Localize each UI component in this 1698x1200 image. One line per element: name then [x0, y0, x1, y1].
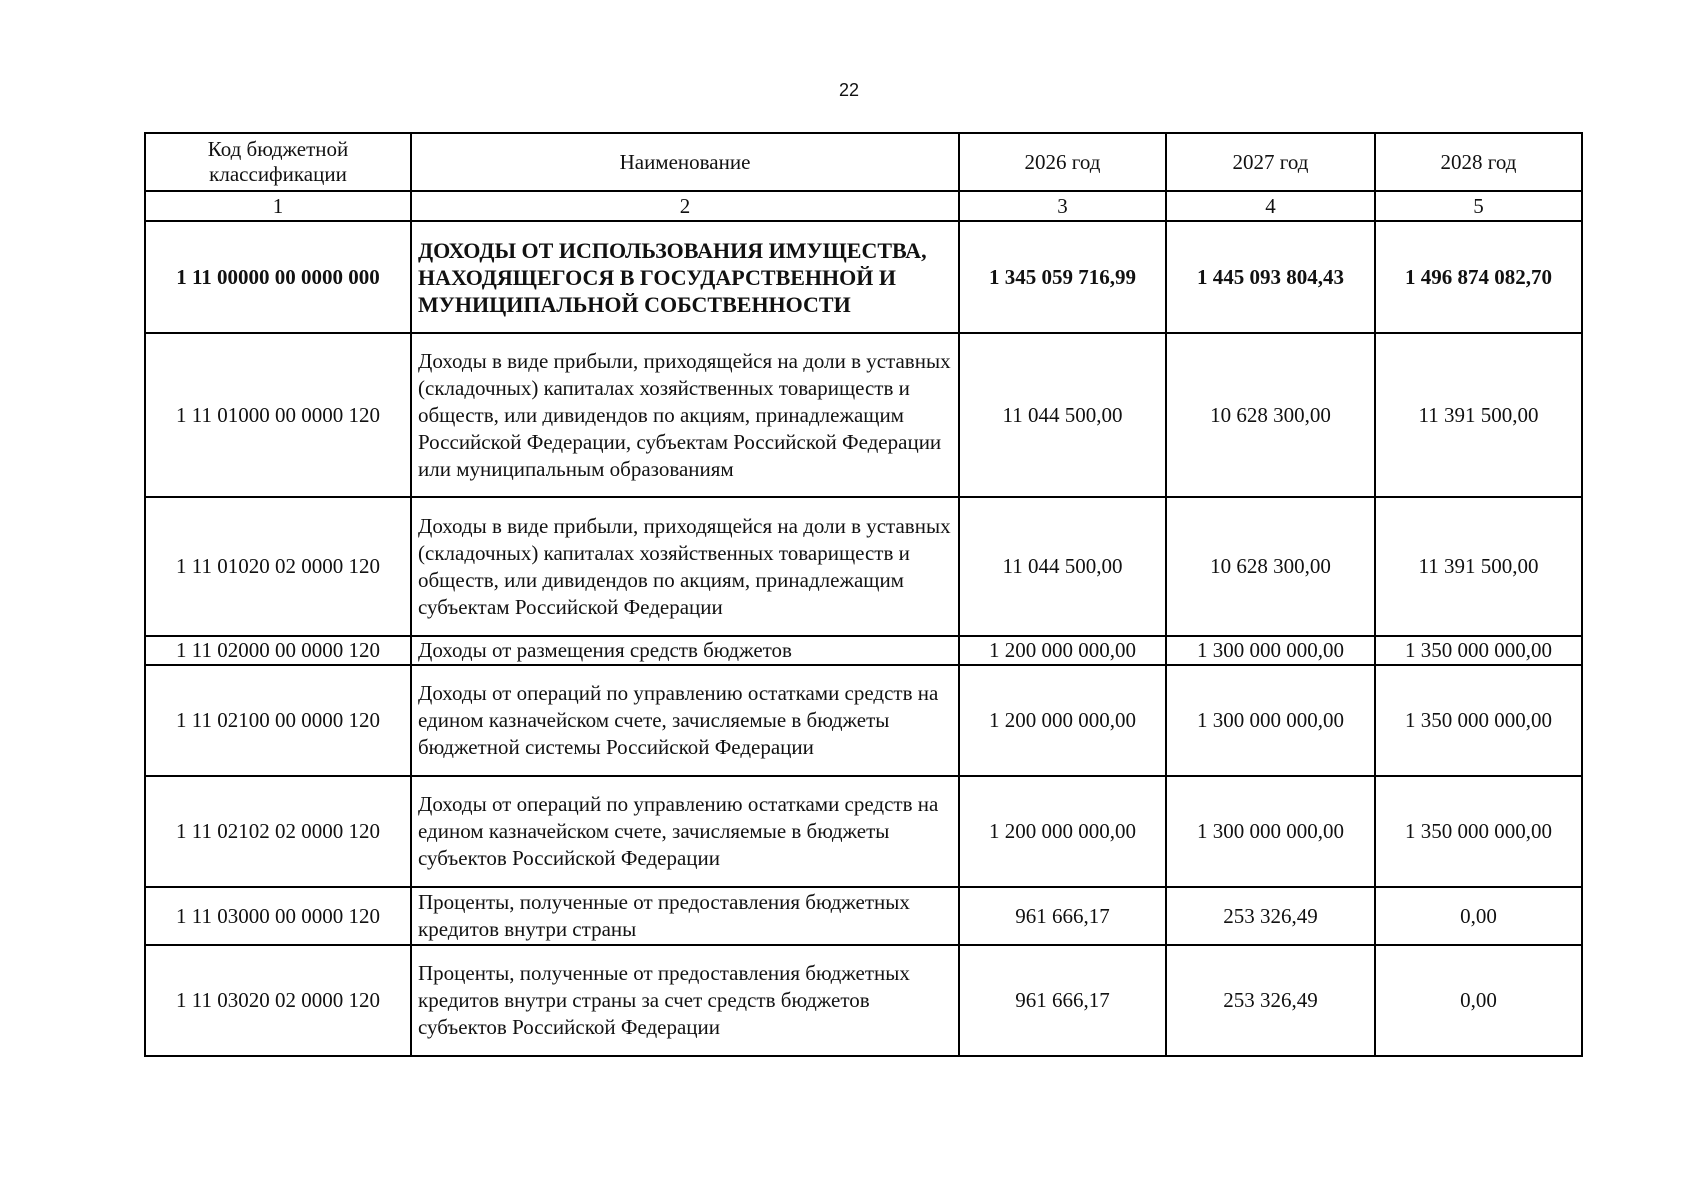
row-value-2028: 0,00	[1375, 945, 1582, 1056]
row-value-2026: 961 666,17	[959, 945, 1166, 1056]
page-number: 22	[838, 80, 860, 100]
row-code: 1 11 02000 00 0000 120	[145, 636, 411, 665]
column-number: 2	[411, 191, 959, 221]
row-value-2026: 11 044 500,00	[959, 333, 1166, 497]
row-value-2027: 1 300 000 000,00	[1166, 636, 1375, 665]
header-row	[145, 133, 1582, 191]
row-value-2026: 961 666,17	[959, 887, 1166, 945]
table-row	[145, 497, 1582, 636]
row-name: Доходы от размещения средств бюджетов	[411, 636, 959, 665]
table-header	[145, 133, 1582, 221]
row-value-2028: 1 496 874 082,70	[1375, 221, 1582, 333]
row-name: Доходы в виде прибыли, приходящейся на доли в уставных (складочных) капиталах хозяйственных товариществ и обществ, или дивидендов по акциям, принадлежащим субъектам Российской Федерации	[411, 497, 959, 636]
row-value-2026: 1 200 000 000,00	[959, 665, 1166, 776]
row-value-2026: 1 345 059 716,99	[959, 221, 1166, 333]
column-number: 1	[145, 191, 411, 221]
row-value-2028: 1 350 000 000,00	[1375, 636, 1582, 665]
header-2027: 2027 год	[1166, 133, 1375, 191]
row-value-2026: 1 200 000 000,00	[959, 776, 1166, 887]
row-value-2026: 11 044 500,00	[959, 497, 1166, 636]
row-value-2027: 1 300 000 000,00	[1166, 665, 1375, 776]
row-code: 1 11 00000 00 0000 000	[145, 221, 411, 333]
table-body	[145, 221, 1582, 1056]
row-value-2027: 10 628 300,00	[1166, 497, 1375, 636]
table-row	[145, 887, 1582, 945]
row-name: Проценты, полученные от предоставления бюджетных кредитов внутри страны	[411, 887, 959, 945]
column-number: 5	[1375, 191, 1582, 221]
table-row	[145, 776, 1582, 887]
table-row	[145, 945, 1582, 1056]
row-value-2028: 0,00	[1375, 887, 1582, 945]
row-value-2027: 10 628 300,00	[1166, 333, 1375, 497]
row-value-2028: 1 350 000 000,00	[1375, 665, 1582, 776]
header-name: Наименование	[411, 133, 959, 191]
row-value-2027: 253 326,49	[1166, 887, 1375, 945]
row-code: 1 11 01020 02 0000 120	[145, 497, 411, 636]
row-name: ДОХОДЫ ОТ ИСПОЛЬЗОВАНИЯ ИМУЩЕСТВА, НАХОДЯЩЕГОСЯ В ГОСУДАРСТВЕННОЙ И МУНИЦИПАЛЬНОЙ СОБСТВЕННОСТИ	[411, 221, 959, 333]
row-value-2026: 1 200 000 000,00	[959, 636, 1166, 665]
row-name: Проценты, полученные от предоставления бюджетных кредитов внутри страны за счет средств бюджетов субъектов Российской Федерации	[411, 945, 959, 1056]
budget-revenue-table	[144, 132, 1583, 1057]
row-code: 1 11 01000 00 0000 120	[145, 333, 411, 497]
table-row	[145, 221, 1582, 333]
row-name: Доходы от операций по управлению остатками средств на едином казначейском счете, зачисляемые в бюджеты субъектов Российской Федерации	[411, 776, 959, 887]
header-2026: 2026 год	[959, 133, 1166, 191]
row-name: Доходы в виде прибыли, приходящейся на доли в уставных (складочных) капиталах хозяйственных товариществ и обществ, или дивидендов по акциям, принадлежащим Российской Федерации, субъектам Российской Федерации или муниципальным образованиям	[411, 333, 959, 497]
row-code: 1 11 02100 00 0000 120	[145, 665, 411, 776]
header-2028: 2028 год	[1375, 133, 1582, 191]
row-value-2028: 1 350 000 000,00	[1375, 776, 1582, 887]
table-row	[145, 665, 1582, 776]
table-row	[145, 636, 1582, 665]
row-value-2028: 11 391 500,00	[1375, 497, 1582, 636]
column-number-row	[145, 191, 1582, 221]
table-row	[145, 333, 1582, 497]
row-code: 1 11 03020 02 0000 120	[145, 945, 411, 1056]
row-value-2027: 253 326,49	[1166, 945, 1375, 1056]
row-code: 1 11 02102 02 0000 120	[145, 776, 411, 887]
row-value-2028: 11 391 500,00	[1375, 333, 1582, 497]
row-value-2027: 1 300 000 000,00	[1166, 776, 1375, 887]
column-number: 3	[959, 191, 1166, 221]
header-code: Код бюджетной классификации	[145, 133, 411, 191]
column-number: 4	[1166, 191, 1375, 221]
row-code: 1 11 03000 00 0000 120	[145, 887, 411, 945]
row-name: Доходы от операций по управлению остатками средств на едином казначейском счете, зачисляемые в бюджеты бюджетной системы Российской Федерации	[411, 665, 959, 776]
row-value-2027: 1 445 093 804,43	[1166, 221, 1375, 333]
